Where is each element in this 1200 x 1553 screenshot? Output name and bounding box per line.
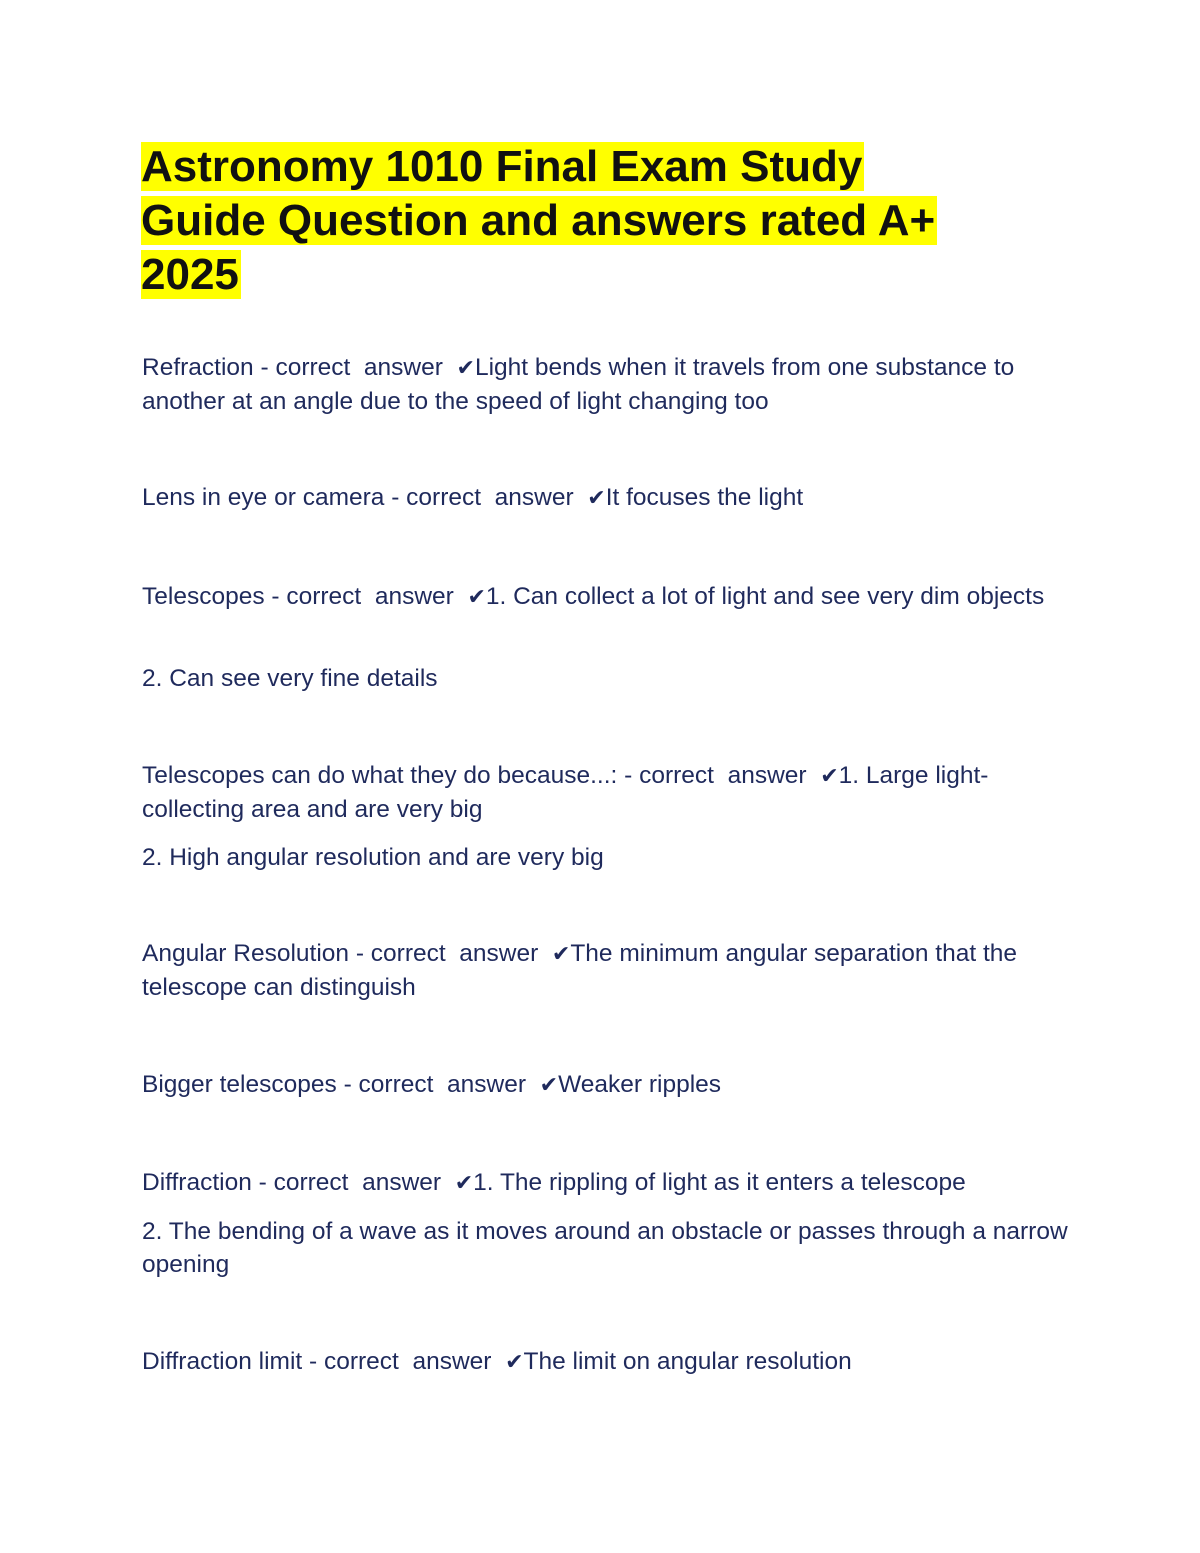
entry-refraction — [142, 351, 1072, 418]
entry-answer: The limit on angular resolution — [523, 1348, 852, 1375]
check-icon: ✔ — [505, 1350, 524, 1375]
entry-angular-resolution — [142, 937, 1072, 1004]
entry-bigger-telescopes — [142, 1068, 1072, 1102]
entry-telescopes-because-extra: 2. High angular resolution and are very big — [142, 844, 604, 871]
entry-telescopes-extra: 2. Can see very fine details — [142, 665, 438, 692]
check-icon: ✔ — [587, 486, 606, 511]
answer-marker: - correct answer — [253, 354, 457, 381]
entry-telescopes — [142, 580, 1072, 614]
answer-marker: - correct answer — [336, 1071, 540, 1098]
entry-term: Diffraction limit — [142, 1348, 303, 1375]
entry-term: Lens in eye or camera — [142, 484, 385, 511]
entry-term: Telescopes can do what they do because...: — [142, 762, 618, 789]
entry-telescopes-because — [142, 759, 1072, 826]
entry-term: Telescopes — [142, 583, 265, 610]
entry-term: Refraction — [142, 354, 254, 381]
check-icon: ✔ — [467, 585, 486, 610]
entry-answer: The minimum angular separation that the telescope can distinguish — [142, 940, 1018, 1001]
answer-marker: - correct answer — [264, 583, 468, 610]
entry-diffraction-limit — [142, 1345, 1072, 1379]
entry-answer: 1. The rippling of light as it enters a telescope — [473, 1169, 966, 1196]
entry-diffraction — [142, 1166, 1072, 1200]
entry-term: Diffraction — [142, 1169, 252, 1196]
answer-marker: - correct answer — [302, 1348, 506, 1375]
document-title — [141, 140, 1041, 302]
check-icon: ✔ — [454, 1171, 474, 1196]
entry-lens — [142, 481, 1072, 515]
entry-answer: Weaker ripples — [558, 1071, 722, 1098]
check-icon: ✔ — [456, 356, 475, 381]
entry-answer: It focuses the light — [605, 484, 804, 511]
title-line-2: Guide Question and answers rated A+ — [141, 196, 936, 245]
answer-marker: - correct answer — [349, 940, 552, 967]
answer-marker: - correct answer — [384, 484, 588, 511]
entry-term: Bigger telescopes — [142, 1071, 337, 1098]
entry-answer: Light bends when it travels from one substance to another at an angle due to the speed of light changing too — [142, 354, 1015, 415]
check-icon: ✔ — [551, 942, 571, 967]
entry-term: Angular Resolution — [142, 940, 350, 967]
check-icon: ✔ — [539, 1073, 559, 1098]
title-line-3: 2025 — [141, 250, 239, 299]
entry-answer: 1. Large light-collecting area and are very big — [142, 762, 989, 823]
answer-marker: - correct answer — [251, 1169, 455, 1196]
entry-diffraction-extra: 2. The bending of a wave as it moves around an obstacle or passes through a narrow opening — [142, 1218, 1068, 1278]
title-line-1: Astronomy 1010 Final Exam Study — [141, 142, 863, 191]
check-icon: ✔ — [820, 764, 839, 789]
answer-marker: - correct answer — [617, 762, 821, 789]
entry-answer: 1. Can collect a lot of light and see very dim objects — [485, 583, 1045, 610]
